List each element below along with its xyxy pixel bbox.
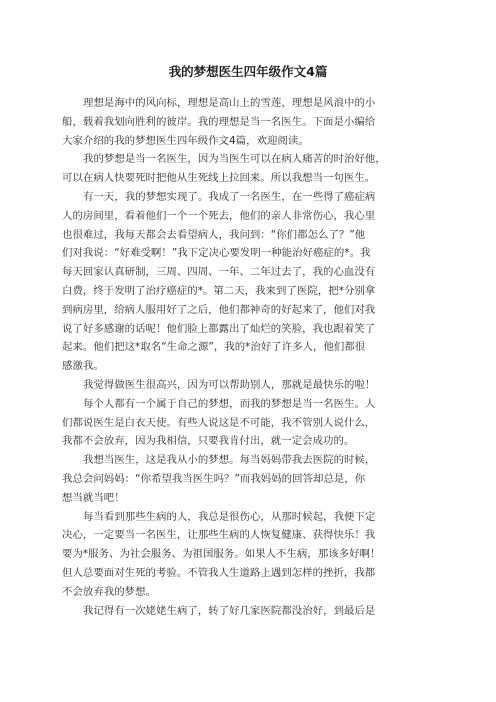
paragraph-first-line: 理想是海中的风向标，理想是高山上的雪莲，理想是风浪中的小 xyxy=(83,97,376,109)
paragraph-line: 也很难过，我每天都会去看望病人，我问到：“你们都怎么了？”他 xyxy=(62,228,366,241)
paragraph-first-line: 我觉得做医生很高兴，因为可以帮助别人，那就是最快乐的啦！ xyxy=(83,378,376,391)
paragraph-line: 可以在病人快要死时把他从生死线上拉回来。所以我想当一句医生。 xyxy=(62,172,376,185)
paragraph-line: 想当就当吧！ xyxy=(62,491,125,504)
paragraph-first-line: 我的梦想是当一名医生，因为当医生可以在病人痛苦的时治好他， xyxy=(83,153,386,166)
paragraph-line: 要为*服务、为社会服务、为祖国服务。如果人不生病，那该多好啊！ xyxy=(62,548,381,561)
paragraph-line: 们对我说：“好难受啊！”我下定决心要发明一种能治好癌症的*。我 xyxy=(62,247,371,260)
paragraph-first-line: 每个人都有一个属于自己的梦想，而我的梦想是当一名医生。人 xyxy=(83,397,376,410)
paragraph-line: 我总会问妈妈：“你希望我当医生吗？”而我妈妈的回答却总是，你 xyxy=(62,472,366,485)
document-body xyxy=(62,94,436,620)
paragraph-line: 大家介绍的我的梦想医生四年级作文4篇，欢迎阅读。 xyxy=(62,134,309,147)
paragraph-first-line: 我想当医生，这是我从小的梦想。每当妈妈带我去医院的时候， xyxy=(83,454,376,467)
paragraph-first-line: 有一天，我的梦想实现了。我成了一名医生，在一些得了癌症病 xyxy=(83,190,376,203)
paragraph-line: 船，载着我划向胜利的彼岸。我的理想是当一名医生。下面是小编给 xyxy=(62,115,376,128)
paragraph-line: 但人总要面对生死的考验。不管我人生道路上遇到怎样的挫折，我都 xyxy=(62,566,376,579)
paragraph-line: 们都说医生是白衣天使。有些人说这是不可能，我不管别人说什么， xyxy=(62,416,376,429)
paragraph-line: 不会放弃我的梦想。 xyxy=(62,585,156,598)
paragraph-line: 人的房间里，看着他们一个一个死去，他们的亲人非常伤心，我心里 xyxy=(62,209,376,222)
paragraph-line: 起来。他们把这*取名“生命之源”，我的*治好了许多人，他们都很 xyxy=(62,341,366,354)
document-title: 我的梦想医生四年级作文4篇 xyxy=(168,64,328,79)
paragraph-line: 白费，终于发明了治疗癌症的*。第二天，我来到了医院，把*分别拿 xyxy=(62,284,376,297)
paragraph-line: 每天回家认真研制，三周、四周、一年、二年过去了，我的心血没有 xyxy=(62,266,376,279)
paragraph-line: 到病房里，给病人服用好了之后，他们都神奇的好起来了，他们对我 xyxy=(62,303,376,316)
paragraph-line: 感激我。 xyxy=(62,360,104,373)
paragraph-first-line: 每当看到那些生病的人，我总是很伤心，从那时候起，我便下定 xyxy=(83,510,376,523)
paragraph-first-line: 我记得有一次姥姥生病了，转了好几家医院都没治好，到最后是 xyxy=(83,604,376,617)
paragraph-line: 说了好多感谢的话呢！他们脸上都露出了灿烂的笑脸，我也跟着笑了 xyxy=(62,322,376,335)
paragraph-line: 我都不会放弃，因为我相信，只要我肯付出，就一定会成功的。 xyxy=(62,435,355,448)
paragraph-line: 决心，一定要当一名医生，让那些生病的人恢复健康、获得快乐！我 xyxy=(62,529,376,542)
